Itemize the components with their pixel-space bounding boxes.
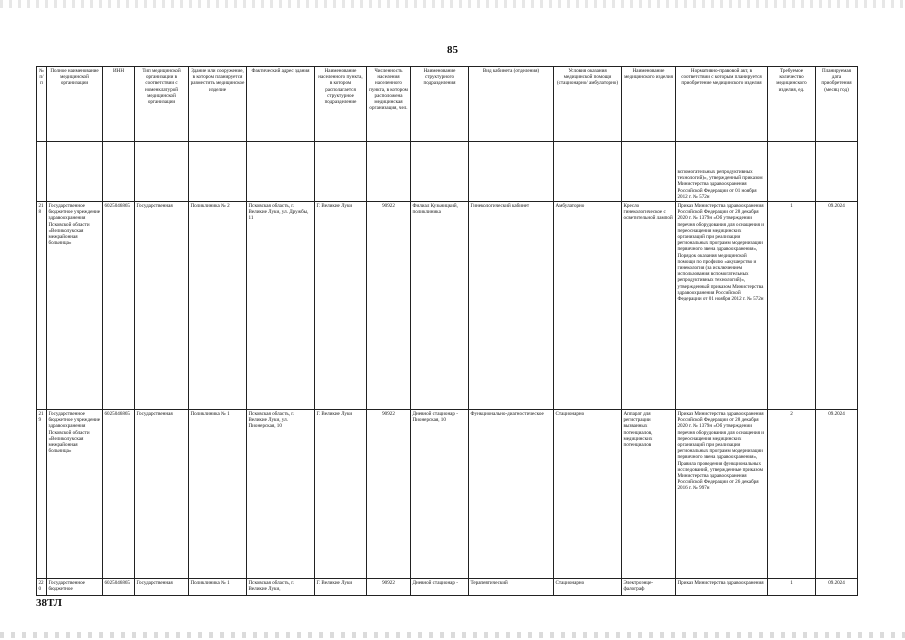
equipment-table	[36, 66, 858, 596]
header-cell: Наименование населенного пункта, в котором располагается структурное подразделение	[315, 67, 367, 142]
quantity: 2	[768, 410, 816, 579]
continuation-act-cell: вспомогательных репродуктивных технологий)», утвержденный приказом Министерства здравоохранения Российской Федерации от 01 ноября 2012 г. № 572н	[676, 142, 768, 202]
header-cell: ИНН	[103, 67, 135, 142]
locality: Г. Великие Луки	[315, 579, 367, 596]
footer-label: 38ТЛ	[36, 597, 62, 609]
care-conditions: Стационарно	[554, 410, 622, 579]
population: 90922	[367, 579, 411, 596]
cabinet-type: Функционально-диагностическое	[469, 410, 554, 579]
care-conditions: Стационарно	[554, 579, 622, 596]
scan-artifact-bottom	[0, 632, 905, 638]
cabinet-type: Гинекологический кабинет	[469, 202, 554, 410]
cabinet-type: Терапевтический	[469, 579, 554, 596]
inn: 6025046865	[103, 202, 135, 410]
care-conditions: Амбулаторно	[554, 202, 622, 410]
header-cell: Наименование медицинского изделия	[622, 67, 676, 142]
structural-unit: Дневной стационар -	[411, 579, 469, 596]
purchase-date: 09.2024	[816, 410, 858, 579]
header-cell: Наименование структурного подразделения	[411, 67, 469, 142]
quantity: 1	[768, 202, 816, 410]
header-cell: Численность населения населенного пункта, в котором расположена медицинская организация, чел.	[367, 67, 411, 142]
org-name: Государственное бюджетное учреждение здравоохранения Псковской области «Великолукская межрайонная больница»	[47, 410, 103, 579]
quantity: 1	[768, 579, 816, 596]
legal-act: Приказ Министерства здравоохранения Российской Федерации от 28 декабря 2020 г. № 1379н «Об утверждении перечня оборудования для оснащения и переоснащения медицинских организаций при реализации региональных программ модернизации первичного звена здравоохранения», Правила проведения функциональных исследований, утвержденные приказом Министерства здравоохранения Российской Федерации от 26 декабря 2016 г. № 997н	[676, 410, 768, 579]
structural-unit: Дневной стационар - Пионерская, 10	[411, 410, 469, 579]
header-cell: Нормативно-правовой акт, в соответствии с которым планируется приобретение медицинского изделия	[676, 67, 768, 142]
locality: Г. Великие Луки	[315, 202, 367, 410]
row-number: 220	[37, 579, 47, 596]
building: Поликлиника № 2	[189, 202, 247, 410]
org-type: Государственная	[135, 202, 189, 410]
purchase-date: 09.2024	[816, 202, 858, 410]
scan-artifact-top	[0, 0, 905, 8]
purchase-date: 09.2024	[816, 579, 858, 596]
building: Поликлиника № 1	[189, 579, 247, 596]
org-name: Государственное бюджетное	[47, 579, 103, 596]
row-number: 219	[37, 410, 47, 579]
locality: Г. Великие Луки	[315, 410, 367, 579]
inn: 6025046865	[103, 410, 135, 579]
header-cell: Полное наименование медицинской организации	[47, 67, 103, 142]
continuation-row	[37, 142, 858, 202]
population: 90922	[367, 202, 411, 410]
header-cell: Планируемая дата приобретения (месяц год)	[816, 67, 858, 142]
population: 90922	[367, 410, 411, 579]
table-header-row	[37, 67, 858, 142]
table-row	[37, 579, 858, 596]
structural-unit: Филиал Кузьницкий, поликлиника	[411, 202, 469, 410]
page-number: 85	[447, 44, 458, 56]
inn: 6025046865	[103, 579, 135, 596]
address: Псковская область, г. Великие Луки, ул. Пионерская, 10	[247, 410, 315, 579]
org-type: Государственная	[135, 579, 189, 596]
legal-act: Приказ Министерства здравоохранения	[676, 579, 768, 596]
org-type: Государственная	[135, 410, 189, 579]
header-cell: Тип медицинской организации в соответствии с номенклатурой медицинской организации	[135, 67, 189, 142]
table-row	[37, 202, 858, 410]
header-cell: Условия оказания медицинской помощи (стационарно/ амбулаторно)	[554, 67, 622, 142]
header-cell: Вид кабинета (отделения)	[469, 67, 554, 142]
address: Псковская область, г. Великие Луки,	[247, 579, 315, 596]
header-cell: № п/п	[37, 67, 47, 142]
header-cell: Требуемое количество медицинского изделия, ед.	[768, 67, 816, 142]
device-name: Кресло гинекологическое с осветительной лампой	[622, 202, 676, 410]
device-name: Аппарат для регистрации вызванных потенциалов, медицинских потенциалов	[622, 410, 676, 579]
org-name: Государственное бюджетное учреждение здравоохранения Псковской области «Великолукская межрайонная больница»	[47, 202, 103, 410]
header-cell: Здание или сооружение, в котором планируется разместить медицинское изделие	[189, 67, 247, 142]
row-number: 218	[37, 202, 47, 410]
header-cell: Фактический адрес здания	[247, 67, 315, 142]
device-name: Электроэнце-фалограф	[622, 579, 676, 596]
legal-act: Приказ Министерства здравоохранения Российской Федерации от 28 декабря 2020 г. № 1379н «Об утверждении перечня оборудования для оснащения и переоснащения медицинских организаций при реализации региональных программ модернизации первичного звена здравоохранения», Порядок оказания медицинской помощи по профилю «акушерство и гинекология (за исключением использования вспомогательных репродуктивных технологий)», утвержденный приказом Министерства здравоохранения Российской Федерации от 01 ноября 2012 г. № 572н	[676, 202, 768, 410]
building: Поликлиника № 1	[189, 410, 247, 579]
table-row	[37, 410, 858, 579]
address: Псковская область, г. Великие Луки, ул. Дружбы, 11	[247, 202, 315, 410]
